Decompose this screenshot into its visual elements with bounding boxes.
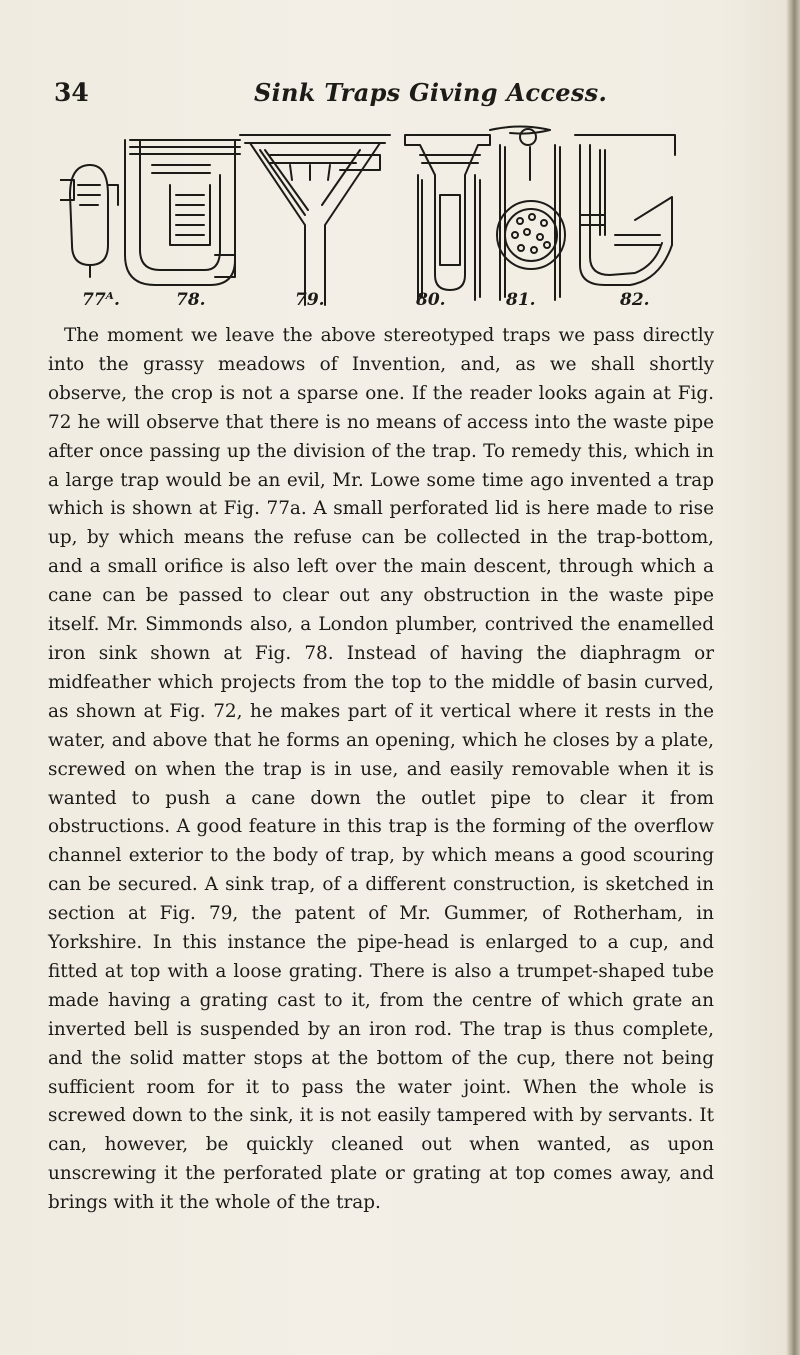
trap-illustrations — [60, 125, 680, 315]
fig-82-drawing — [575, 135, 675, 285]
fig-80-drawing — [405, 135, 490, 300]
fig-label-79: 79. — [295, 290, 325, 310]
fig-79-drawing — [240, 135, 390, 305]
figure-strip — [60, 125, 680, 315]
fig-label-77a: 77ᴬ. — [82, 290, 120, 310]
fig-label-78: 78. — [176, 290, 206, 310]
fig-77a-drawing — [60, 165, 118, 277]
running-title: Sink Traps Giving Access. — [254, 78, 608, 107]
page-header — [50, 78, 710, 108]
page-edge — [786, 0, 800, 1355]
fig-label-80: 80. — [416, 290, 446, 310]
fig-81-drawing — [490, 127, 565, 301]
fig-label-81: 81. — [506, 290, 536, 310]
fig-label-82: 82. — [620, 290, 650, 310]
body-paragraph: The moment we leave the above stereotyped traps we pass directly into the grassy meadows of Invention, and, as we shall shortly observe, the crop is not a sparse one. If the reader looks again at Fig. 72 he will observe that there is no means of access into the waste pipe after once passing up the division of the trap. To remedy this, which in a large trap would be an evil, Mr. Lowe some time ago invented a trap which is shown at Fig. 77a. A small perforated lid is here made to rise up, by which means the refuse can be collected in the trap-bottom, and a small orifice is also left over the main descent, through which a cane can be passed to clear out any obstruction in the waste pipe itself. Mr. Simmonds also, a London plumber, contrived the enamelled iron sink shown at Fig. 78. Instead of having the diaphragm or midfeather which projects from the top to the middle of basin curved, as shown at Fig. 72, he makes part of it vertical where it rests in the water, and above that he forms an opening, which he closes by a plate, screwed on when the trap is in use, and easily removable when it is wanted to push a cane down the outlet pipe to clear it from obstructions. A good feature in this trap is the forming of the overflow channel exterior to the body of trap, by which means a good scouring can be secured. A sink trap, of a different construction, is sketched in section at Fig. 79, the patent of Mr. Gummer, of Rotherham, in Yorkshire. In this instance the pipe-head is enlarged to a cup, and fitted at top with a loose grating. There is also a trumpet-shaped tube made having a grating cast to it, from the centre of which grate an inverted bell is suspended by an iron rod. The trap is thus complete, and the solid matter stops at the bottom of the cup, there not being sufficient room for it to pass the water joint. When the whole is screwed down to the sink, it is not easily tampered with by servants. It can, however, be quickly cleaned out when wanted, as upon unscrewing it the perforated plate or grating at top comes away, and brings with it the whole of the trap. — [48, 325, 714, 1214]
fig-78-drawing — [125, 140, 240, 285]
body-text — [48, 322, 714, 1218]
page-number: 34 — [54, 78, 89, 107]
